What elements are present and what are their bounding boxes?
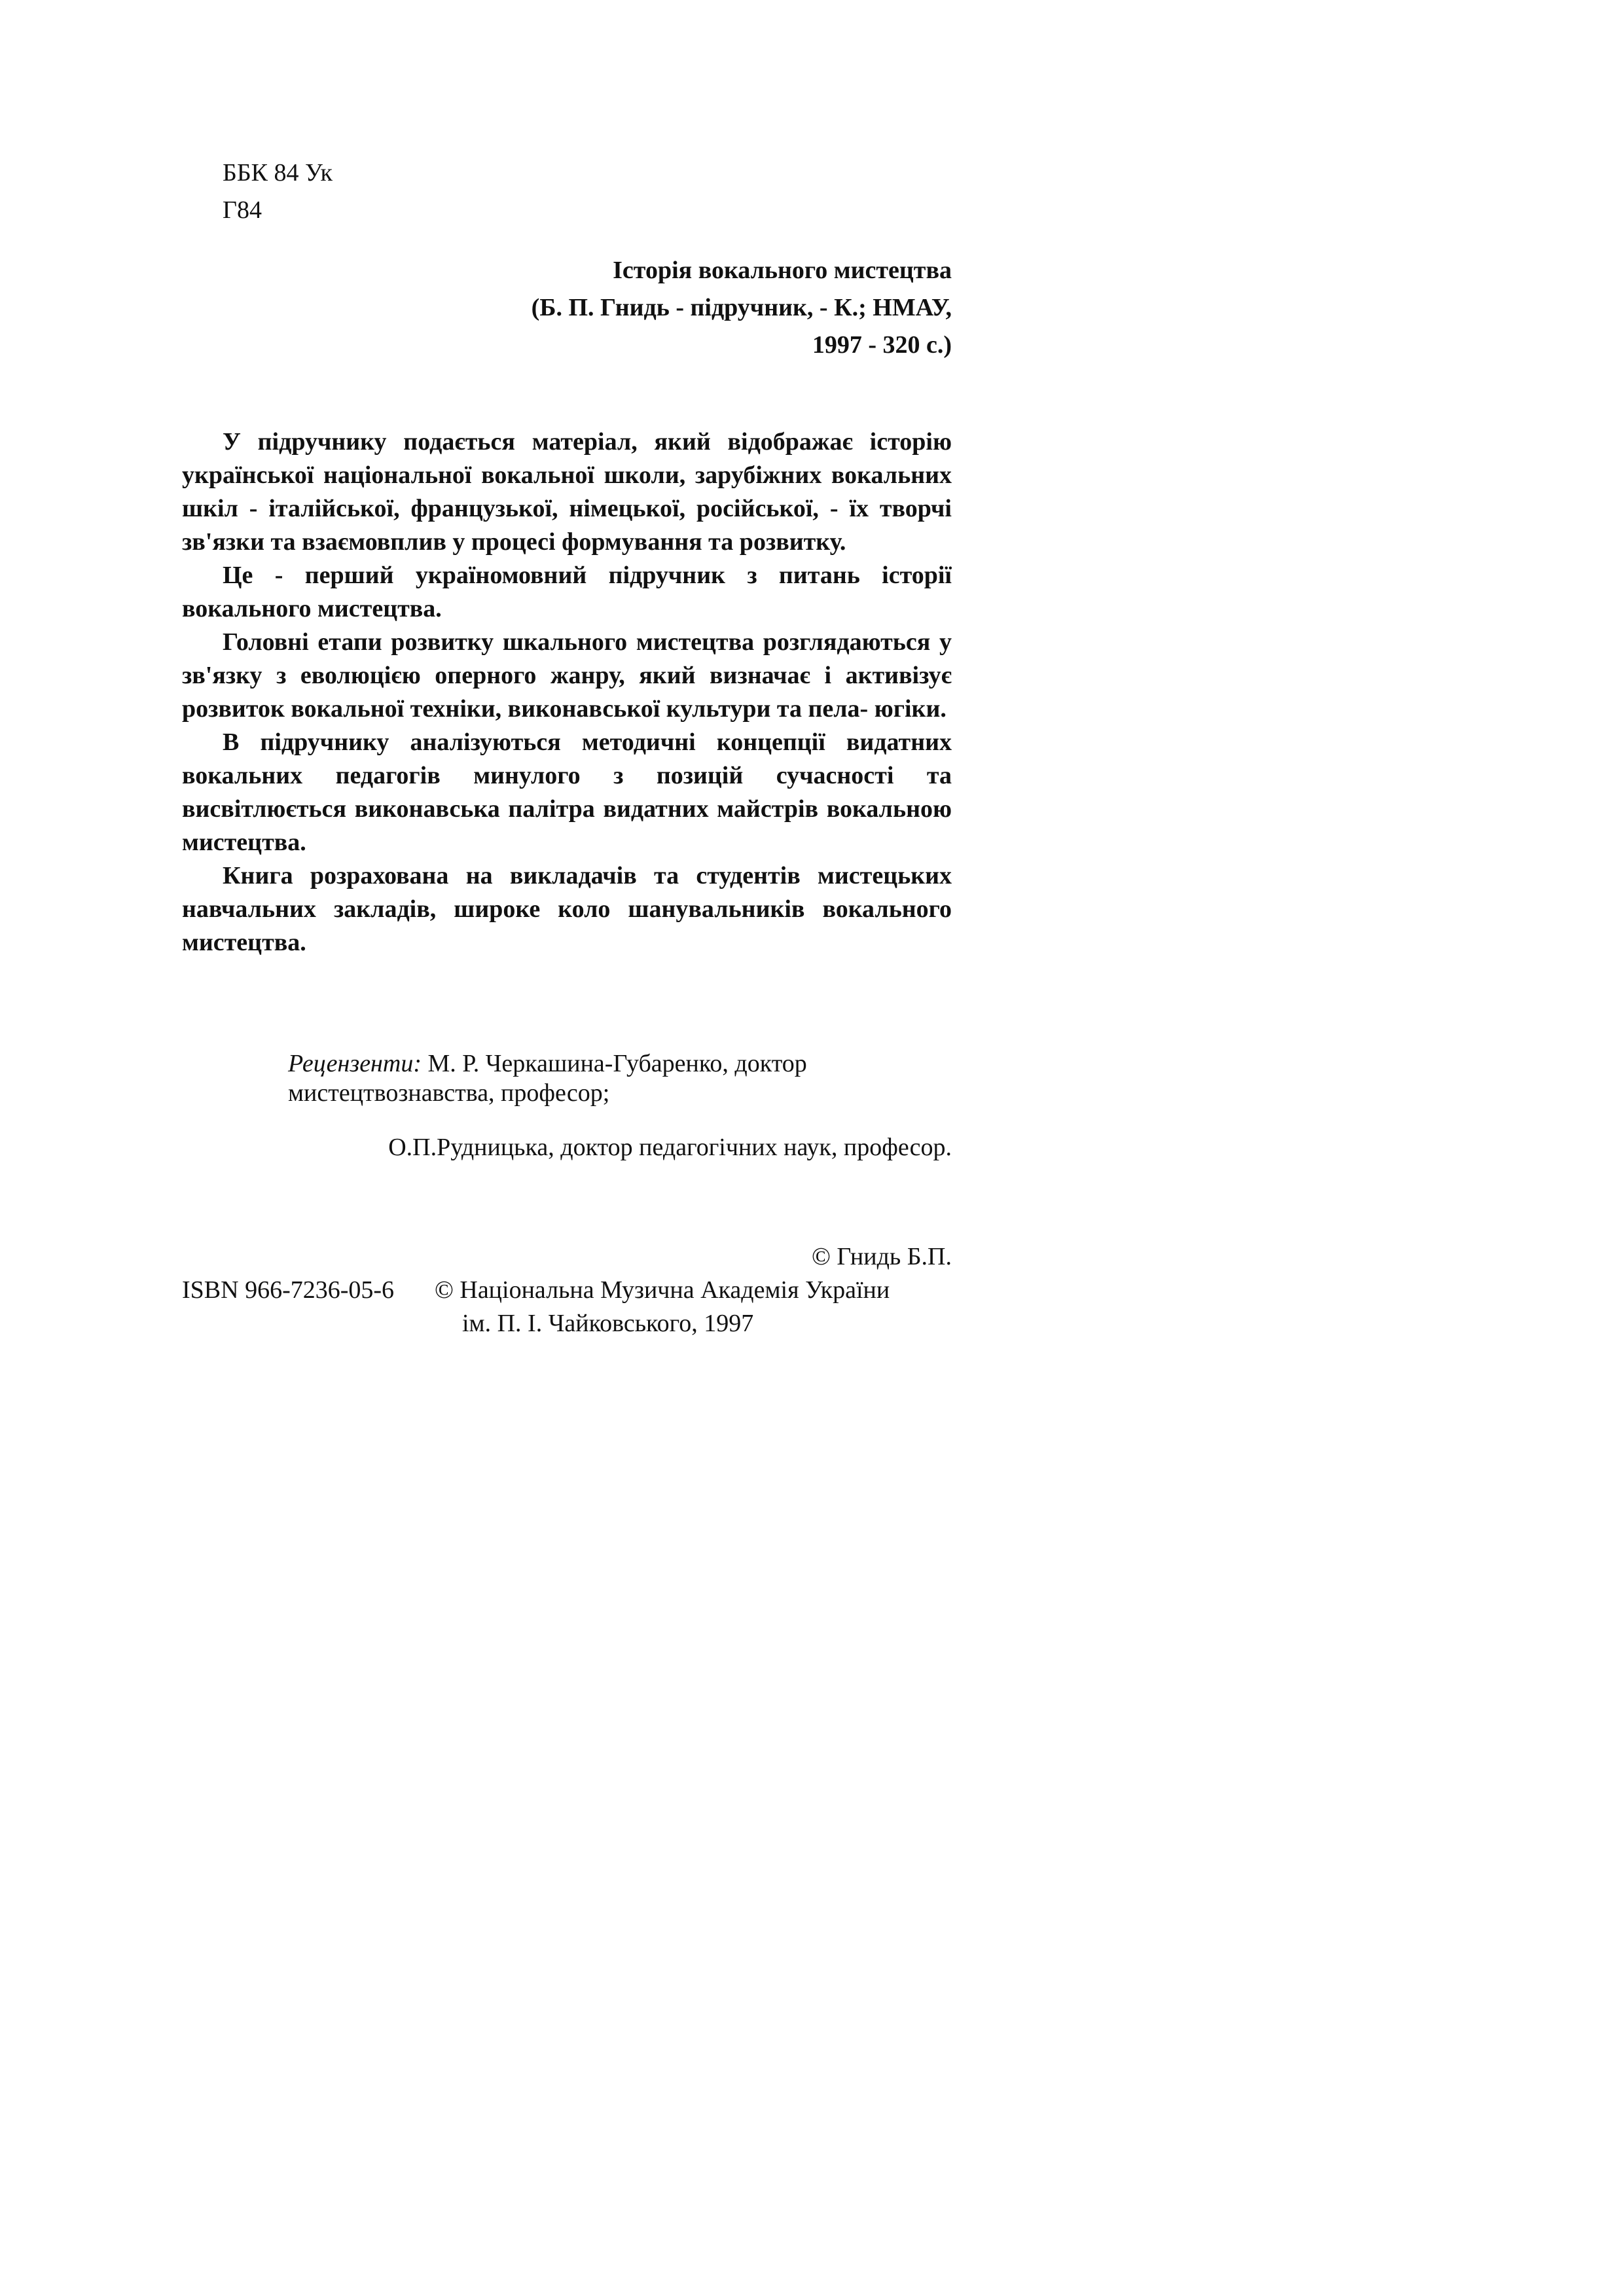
copyright-block: [182, 1240, 952, 1340]
annotation-paragraph: У підручнику подається матеріал, який відображає історію української національної вокальної школи, зарубіжних вокальних шкіл - італійської, французької, німецької, російської, - їх творчі зв'язки та взаємовплив у процесі формування та розвитку.: [182, 428, 952, 556]
reviewer-entry: [288, 1049, 952, 1108]
annotation-text: [182, 425, 952, 960]
author-copyright: © Гнидь Б.П.: [812, 1243, 952, 1270]
reviewers-label: Рецензенти:: [288, 1050, 422, 1077]
book-citation-year: 1997 - 320 с.): [812, 331, 952, 359]
reviewers-block: [288, 1049, 952, 1162]
bbk-code: ББК 84 Ук: [223, 159, 333, 187]
reviewer-name: М. Р. Черкашина-Губаренко, доктор мистецтвознавства, професор;: [288, 1050, 807, 1107]
publisher-copyright: © Національна Музична Академія України: [435, 1276, 890, 1304]
author-mark: Г84: [223, 196, 262, 224]
isbn-number: ISBN 966-7236-05-6: [182, 1276, 395, 1304]
publisher-copyright-line2: ім. П. І. Чайковського, 1997: [462, 1310, 754, 1337]
reviewer-entry: О.П.Рудницька, доктор педагогічних наук, професор.: [388, 1134, 952, 1161]
classification-block: [223, 154, 333, 229]
book-title: Історія вокального мистецтва: [613, 257, 952, 284]
isbn-row: [182, 1274, 952, 1307]
book-citation-line: (Б. П. Гнидь - підручник, - К.; НМАУ,: [531, 294, 952, 321]
annotation-paragraph: Головні етапи розвитку шкального мистецтва розглядаються у зв'язку з еволюцією оперного жанру, який визначає і активізує розвиток вокальної техніки, виконавської культури та пела- югіки.: [182, 628, 952, 723]
bibliographic-title: [393, 252, 952, 364]
annotation-paragraph: Книга розрахована на викладачів та студентів мистецьких навчальних закладів, широке коло шанувальників вокального мистецтва.: [182, 862, 952, 956]
annotation-paragraph: В підручнику аналізуються методичні концепції видатних вокальних педагогів минулого з позицій сучасності та висвітлюється виконавська палітра видатних майстрів вокальною мистецтва.: [182, 728, 952, 856]
annotation-paragraph: Це - перший україномовний підручник з питань історії вокального мистецтва.: [182, 562, 952, 622]
